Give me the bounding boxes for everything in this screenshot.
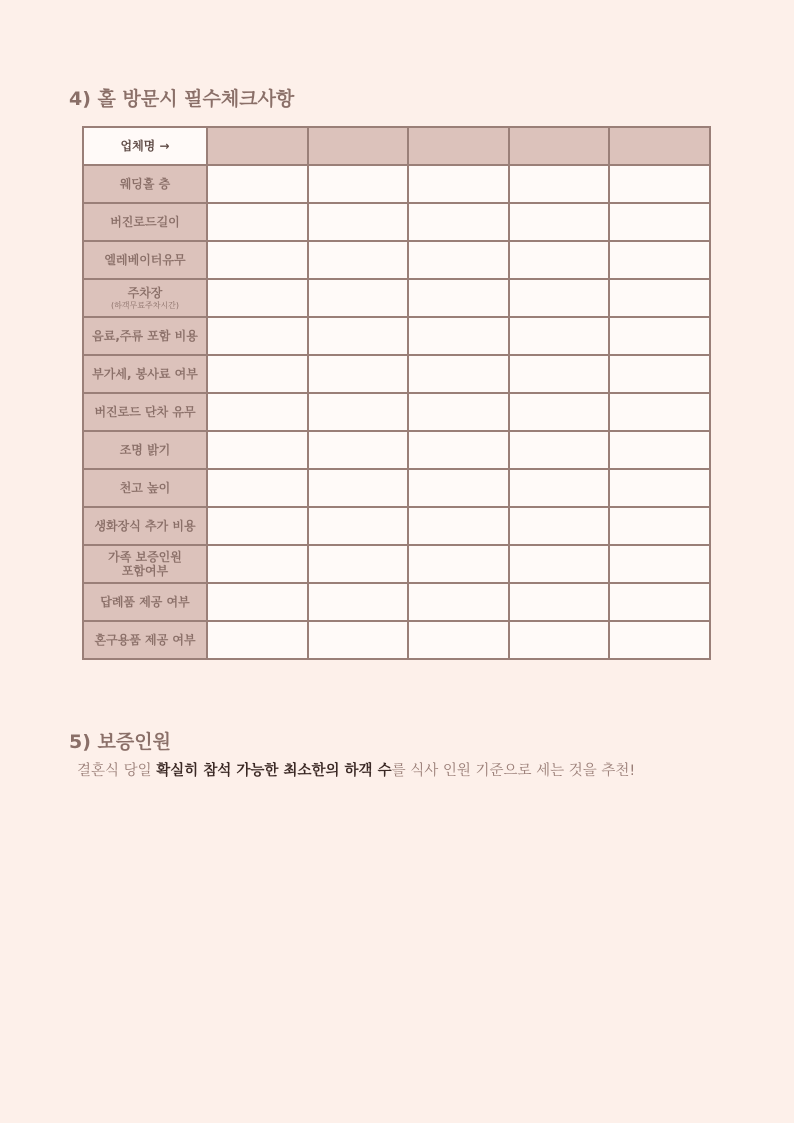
checklist-cell[interactable]: [609, 507, 710, 545]
row-label-subtext: (하객무료주차시간): [110, 300, 180, 310]
checklist-row-label: [83, 469, 207, 507]
checklist-row-label: [83, 317, 207, 355]
checklist-cell[interactable]: [207, 165, 308, 203]
checklist-cell[interactable]: [408, 583, 509, 621]
checklist-cell[interactable]: [609, 279, 710, 317]
checklist-cell[interactable]: [207, 469, 308, 507]
checklist-cell[interactable]: [509, 545, 610, 583]
checklist-cell[interactable]: [207, 317, 308, 355]
row-label-text: 부가세, 봉사료 여부: [92, 366, 198, 381]
checklist-cell[interactable]: [308, 583, 409, 621]
checklist-cell[interactable]: [408, 621, 509, 659]
checklist-cell[interactable]: [609, 393, 710, 431]
checklist-row-label: [83, 621, 207, 659]
row-label-text: 음료,주류 포함 비용: [92, 328, 198, 343]
checklist-cell[interactable]: [308, 355, 409, 393]
checklist-cell[interactable]: [308, 241, 409, 279]
checklist-cell[interactable]: [308, 431, 409, 469]
checklist-cell[interactable]: [408, 279, 509, 317]
checklist-row: [83, 317, 710, 355]
checklist-cell[interactable]: [207, 507, 308, 545]
checklist-row: [83, 545, 710, 583]
checklist-cell[interactable]: [609, 431, 710, 469]
section-5-title: 5) 보증인원: [69, 731, 171, 753]
row-label-text: 버진로드길이: [110, 214, 180, 229]
checklist-cell[interactable]: [609, 621, 710, 659]
checklist-row: [83, 431, 710, 469]
checklist-row: [83, 165, 710, 203]
vendor-header-row: [83, 127, 710, 165]
checklist-row-label: [83, 545, 207, 583]
vendor-column-4[interactable]: [509, 127, 610, 165]
checklist-cell[interactable]: [609, 165, 710, 203]
checklist-cell[interactable]: [509, 165, 610, 203]
hall-checklist-table: [82, 126, 711, 660]
checklist-row: [83, 621, 710, 659]
checklist-cell[interactable]: [308, 393, 409, 431]
checklist-cell[interactable]: [308, 279, 409, 317]
checklist-row-label: [83, 279, 207, 317]
checklist-cell[interactable]: [308, 165, 409, 203]
checklist-cell[interactable]: [308, 621, 409, 659]
note-prefix: 결혼식 당일: [77, 763, 157, 779]
checklist-cell[interactable]: [207, 621, 308, 659]
checklist-cell[interactable]: [408, 469, 509, 507]
checklist-cell[interactable]: [509, 469, 610, 507]
vendor-column-3[interactable]: [408, 127, 509, 165]
checklist-cell[interactable]: [609, 469, 710, 507]
checklist-cell[interactable]: [509, 393, 610, 431]
checklist-row-label: [83, 203, 207, 241]
checklist-cell[interactable]: [408, 203, 509, 241]
row-label-text: 답례품 제공 여부: [100, 594, 190, 609]
vendor-column-1[interactable]: [207, 127, 308, 165]
checklist-row-label: [83, 393, 207, 431]
checklist-row-label: [83, 165, 207, 203]
checklist-row-label: [83, 583, 207, 621]
checklist-cell[interactable]: [207, 431, 308, 469]
checklist-cell[interactable]: [609, 241, 710, 279]
checklist-cell[interactable]: [408, 355, 509, 393]
checklist-cell[interactable]: [509, 241, 610, 279]
checklist-cell[interactable]: [509, 355, 610, 393]
checklist-row: [83, 241, 710, 279]
checklist-cell[interactable]: [308, 507, 409, 545]
row-label-text: 버진로드 단차 유무: [94, 404, 196, 419]
checklist-row: [83, 279, 710, 317]
vendor-name-header: 업체명 →: [83, 127, 207, 165]
checklist-row-label: [83, 507, 207, 545]
checklist-row: [83, 203, 710, 241]
checklist-cell[interactable]: [308, 317, 409, 355]
vendor-column-5[interactable]: [609, 127, 710, 165]
row-label-text: 혼구용품 제공 여부: [94, 632, 196, 647]
checklist-row: [83, 469, 710, 507]
checklist-row-label: [83, 241, 207, 279]
checklist-row: [83, 583, 710, 621]
checklist-cell[interactable]: [207, 583, 308, 621]
checklist-cell[interactable]: [509, 203, 610, 241]
checklist-cell[interactable]: [509, 317, 610, 355]
row-label-text: 가족 보증인원: [108, 549, 182, 564]
checklist-cell[interactable]: [207, 279, 308, 317]
note-emphasis: 확실히 참석 가능한 최소한의 하객 수: [156, 763, 392, 779]
checklist-cell[interactable]: [207, 203, 308, 241]
checklist-cell[interactable]: [207, 393, 308, 431]
note-suffix: 를 식사 인원 기준으로 세는 것을 추천!: [391, 763, 636, 779]
checklist-row-label: [83, 355, 207, 393]
checklist-cell[interactable]: [509, 621, 610, 659]
vendor-column-2[interactable]: [308, 127, 409, 165]
checklist-cell[interactable]: [609, 355, 710, 393]
row-label-text: 주차장: [127, 285, 163, 300]
checklist-row-label: [83, 431, 207, 469]
checklist-row: [83, 355, 710, 393]
checklist-cell[interactable]: [509, 431, 610, 469]
checklist-cell[interactable]: [207, 545, 308, 583]
row-label-line2: 포함여부: [121, 564, 169, 578]
checklist-cell[interactable]: [509, 279, 610, 317]
checklist-cell[interactable]: [408, 317, 509, 355]
checklist-row: [83, 393, 710, 431]
checklist-cell[interactable]: [408, 507, 509, 545]
checklist-row: [83, 507, 710, 545]
row-label-text: 천고 높이: [119, 480, 171, 495]
checklist-cell[interactable]: [509, 583, 610, 621]
checklist-cell[interactable]: [207, 355, 308, 393]
section-4-title: 4) 홀 방문시 필수체크사항: [69, 88, 295, 110]
checklist-cell[interactable]: [408, 545, 509, 583]
checklist-cell[interactable]: [609, 583, 710, 621]
checklist-cell[interactable]: [609, 317, 710, 355]
checklist-cell[interactable]: [609, 545, 710, 583]
checklist-cell[interactable]: [609, 203, 710, 241]
checklist-cell[interactable]: [308, 203, 409, 241]
row-label-text: 웨딩홀 층: [119, 176, 171, 191]
row-label-text: 엘레베이터유무: [104, 252, 186, 267]
checklist-cell[interactable]: [408, 393, 509, 431]
row-label-text: 조명 밝기: [119, 442, 171, 457]
checklist-cell[interactable]: [408, 431, 509, 469]
checklist-cell[interactable]: [308, 545, 409, 583]
checklist-cell[interactable]: [408, 165, 509, 203]
checklist-cell[interactable]: [207, 241, 308, 279]
checklist-cell[interactable]: [408, 241, 509, 279]
guarantee-note: [77, 759, 635, 780]
row-label-text: 생화장식 추가 비용: [94, 518, 196, 533]
checklist-cell[interactable]: [308, 469, 409, 507]
checklist-cell[interactable]: [509, 507, 610, 545]
